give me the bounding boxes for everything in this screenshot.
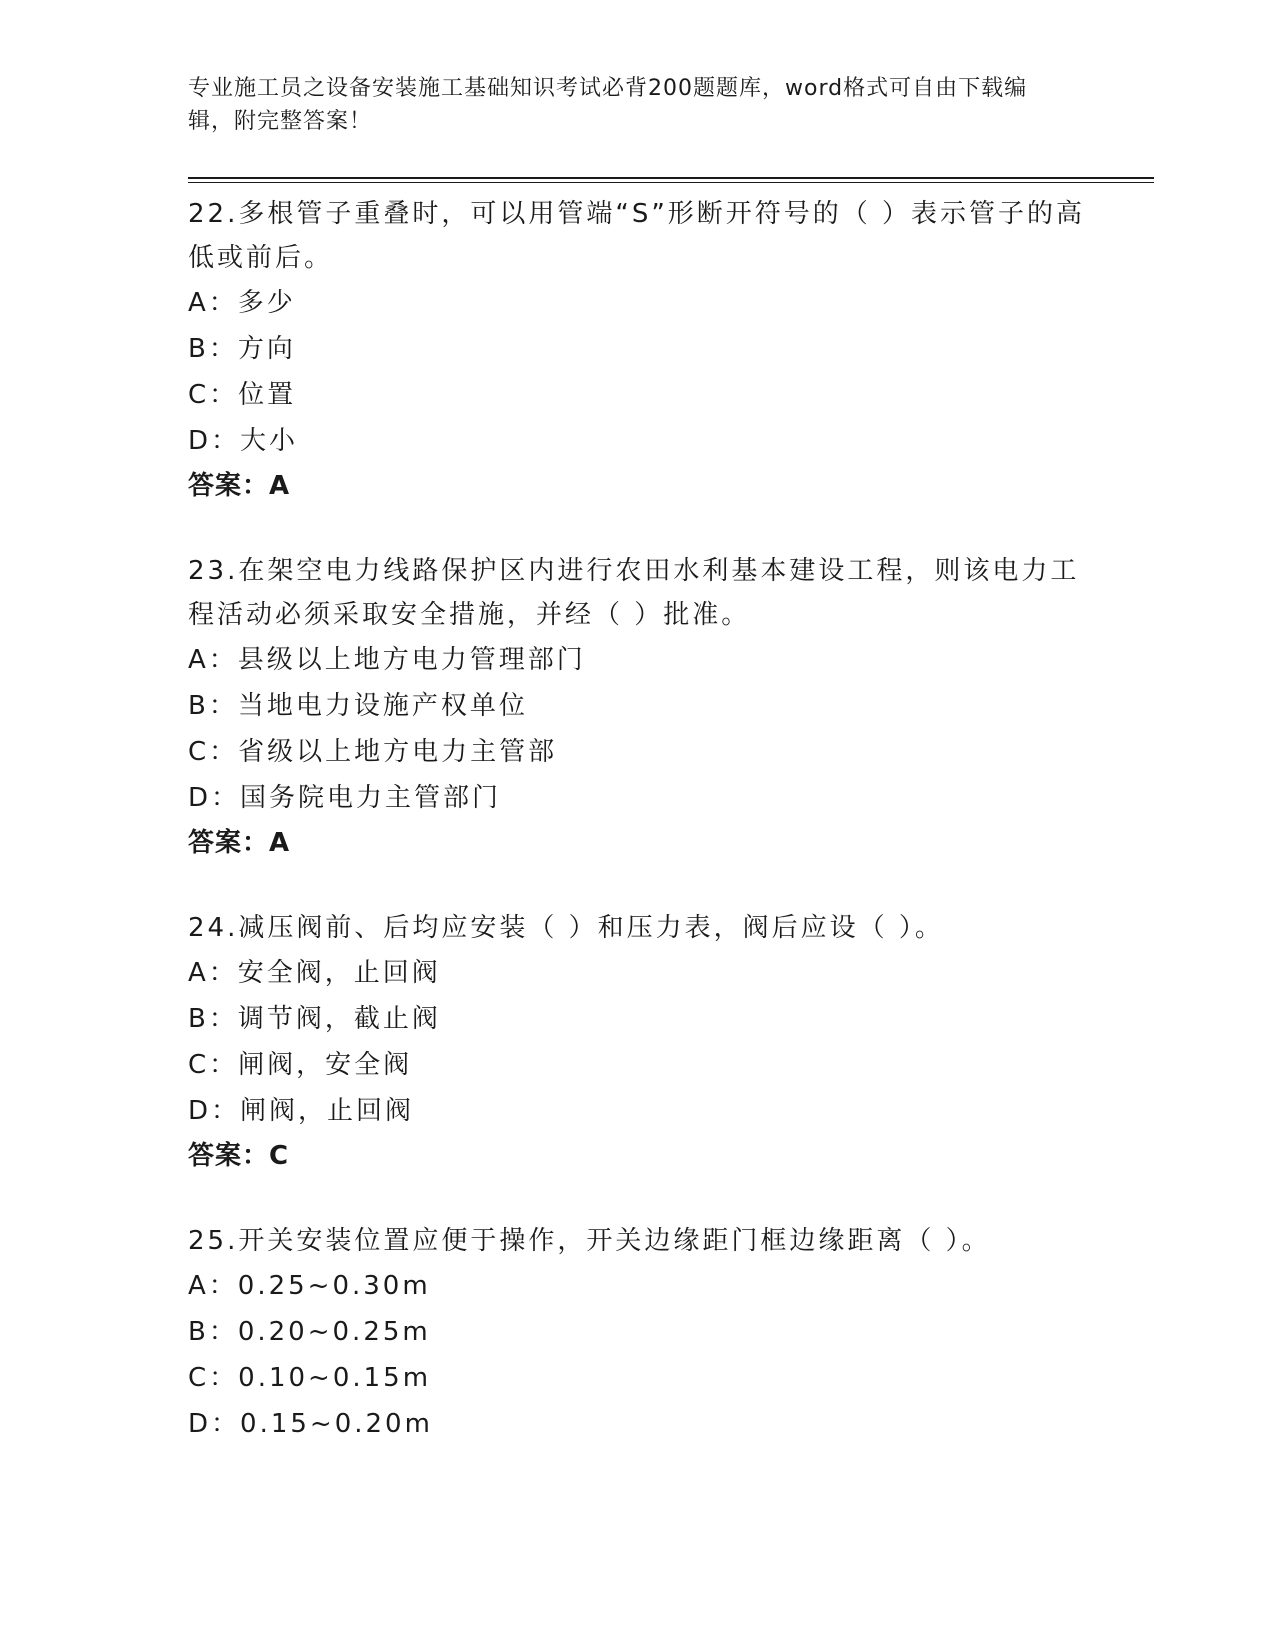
option-a: A：多少 [188,288,296,318]
answer: 答案：A [188,828,291,858]
option-b: B：当地电力设施产权单位 [188,691,528,721]
option-b: B：方向 [188,334,296,364]
option-c: C：闸阀，安全阀 [188,1050,413,1080]
header-divider-thick [188,177,1154,179]
document-header: 专业施工员之设备安装施工基础知识考试必背200题题库，word格式可自由下载编辑，附完整答案！ [188,76,1028,134]
question-23 [188,549,1088,865]
question-25 [188,1219,1088,1447]
option-a: A：县级以上地方电力管理部门 [188,645,586,675]
question-24 [188,906,1088,1178]
option-d: D：0.15~0.20m [188,1409,433,1439]
answer: 答案：C [188,1141,290,1171]
answer: 答案：A [188,471,291,501]
option-c: C：位置 [188,380,297,410]
question-stem: 23.在架空电力线路保护区内进行农田水利基本建设工程，则该电力工程活动必须采取安全措施，并经（ ）批准。 [188,556,1080,630]
option-a: A：安全阀，止回阀 [188,958,441,988]
header-divider-thin [188,182,1154,183]
option-b: B：调节阀，截止阀 [188,1004,441,1034]
option-d: D：闸阀，止回阀 [188,1096,415,1126]
question-stem: 24.减压阀前、后均应安装（ ）和压力表，阀后应设（ ）。 [188,913,944,943]
option-a: A：0.25~0.30m [188,1271,431,1301]
question-list [188,192,1088,1488]
option-b: B：0.20~0.25m [188,1317,431,1347]
question-stem: 25.开关安装位置应便于操作，开关边缘距门框边缘距离（ ）。 [188,1226,991,1256]
option-c: C：省级以上地方电力主管部 [188,737,558,767]
option-c: C：0.10~0.15m [188,1363,432,1393]
option-d: D：国务院电力主管部门 [188,783,502,813]
question-22 [188,192,1088,508]
question-stem: 22.多根管子重叠时，可以用管端“S”形断开符号的（ ）表示管子的高低或前后。 [188,199,1086,273]
option-d: D：大小 [188,426,299,456]
